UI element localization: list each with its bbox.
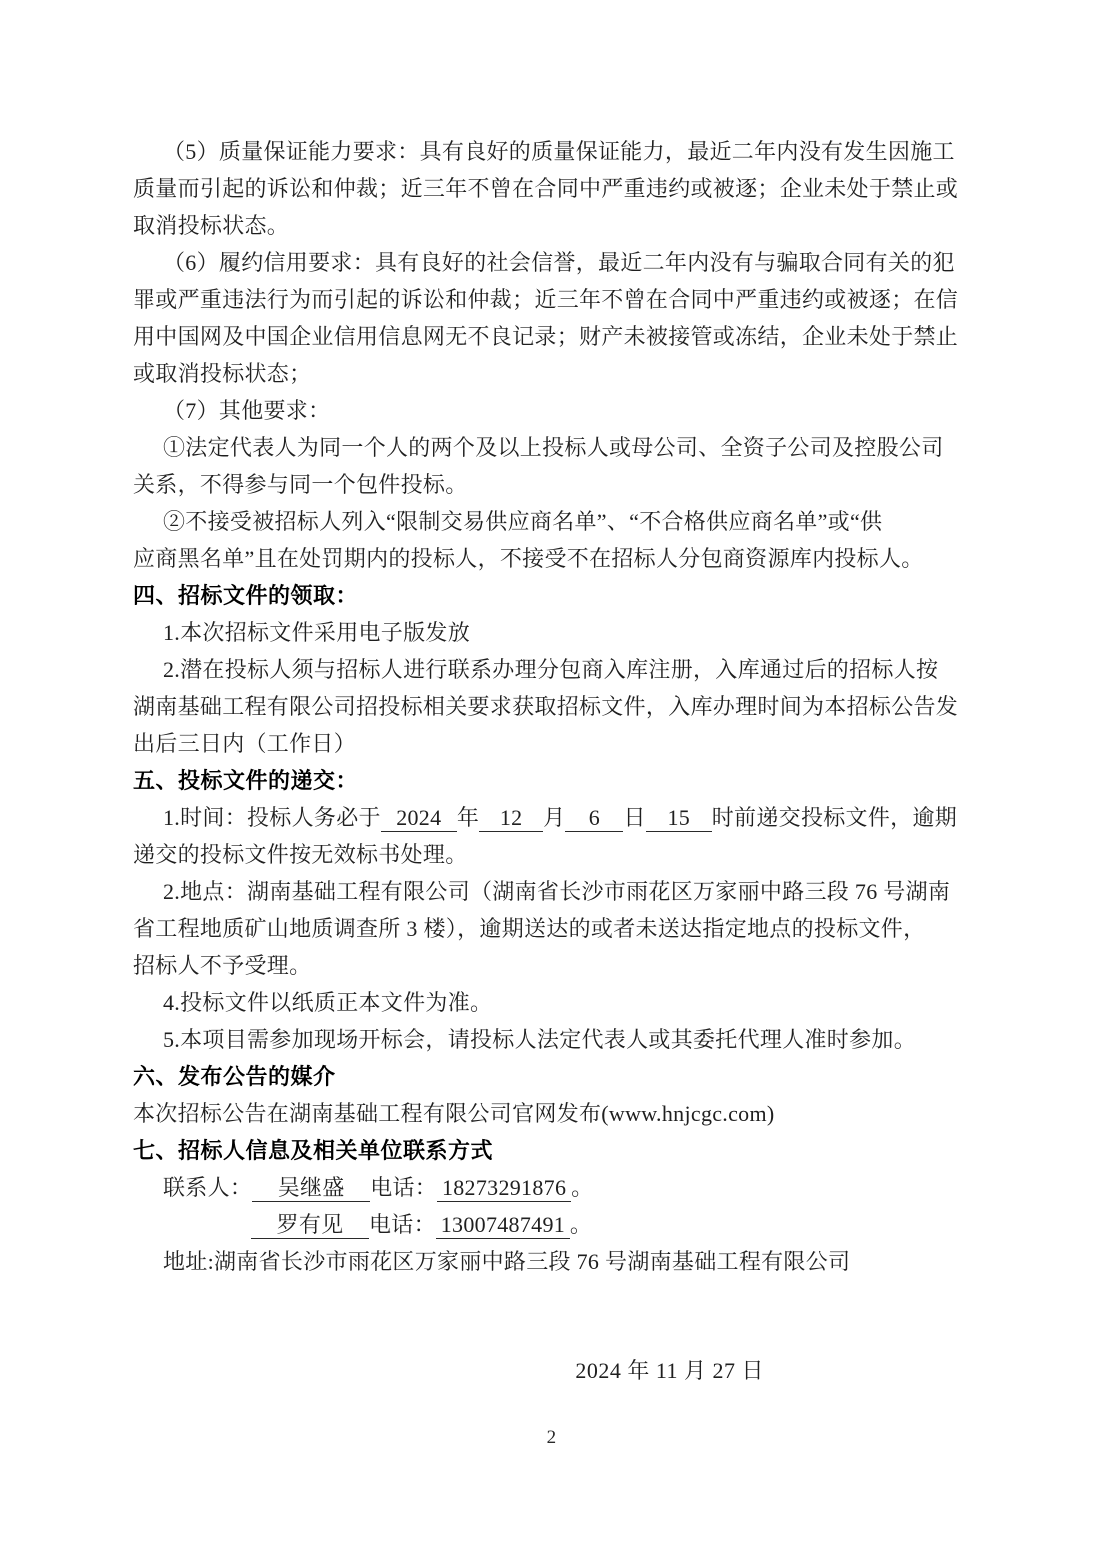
section-4-item-1: 1.本次招标文件采用电子版发放 [163,620,471,645]
para-6-line-2: 罪或严重违法行为而引起的诉讼和仲裁；近三年不曾在合同中严重违约或被逐；在信 [133,287,959,312]
address-line: 地址:湖南省长沙市雨花区万家丽中路三段 76 号湖南基础工程有限公司 [163,1249,851,1274]
contact-label: 联系人： [163,1175,253,1200]
para-7-item-2-line-1: ②不接受被招标人列入“限制交易供应商名单”、“不合格供应商名单”或“供 [163,509,883,534]
contact-1-period: 。 [571,1175,594,1200]
section-6-body: 本次招标公告在湖南基础工程有限公司官网发布(www.hnjcgc.com) [133,1101,775,1126]
section-5-heading: 五、投标文件的递交： [133,768,359,793]
day-unit-label: 日 [623,805,646,830]
page-number: 2 [546,1427,557,1448]
day-blank-field: 6 [565,804,623,832]
year-blank-field: 2024 [381,804,457,832]
contact-2-phone-field: 13007487491 [436,1211,570,1239]
para-5-line-2: 质量而引起的诉讼和仲裁；近三年不曾在合同中严重违约或被逐；企业未处于禁止或 [133,176,959,201]
time-prefix-text: 1.时间：投标人务必于 [163,805,381,830]
section-5-item-4: 4.投标文件以纸质正本文件为准。 [163,990,493,1015]
time-suffix-text: 时前递交投标文件，逾期 [711,805,958,830]
section-4-heading: 四、招标文件的领取： [133,583,359,608]
section-4-item-2-line-2: 湖南基础工程有限公司招投标相关要求获取招标文件，入库办理时间为本招标公告发 [133,694,959,719]
para-7-item-2-line-2: 应商黑名单”且在处罚期内的投标人，不接受不在招标人分包商资源库内投标人。 [133,546,924,571]
section-5-item-5: 5.本项目需参加现场开标会，请投标人法定代表人或其委托代理人准时参加。 [163,1027,917,1052]
year-unit-label: 年 [456,805,480,830]
section-4-item-2-line-1: 2.潜在投标人须与招标人进行联系办理分包商入库注册，入库通过后的招标人按 [163,657,939,682]
para-5-line-3: 取消投标状态。 [133,213,290,238]
document-date: 2024 年 11 月 27 日 [575,1358,764,1383]
section-5-item-2-line-3: 招标人不予受理。 [133,953,312,978]
month-unit-label: 月 [543,805,566,830]
section-5-item-2-line-1: 2.地点：湖南基础工程有限公司（湖南省长沙市雨花区万家丽中路三段 76 号湖南 [163,879,951,904]
contact-2-name-field: 罗有见 [251,1211,369,1239]
contact-2-period: 。 [569,1212,593,1237]
para-7-item-1-line-2: 关系，不得参与同一个包件投标。 [133,472,468,497]
contact-row-1 [133,1169,970,1206]
hour-blank-field: 15 [646,804,712,832]
month-blank-field: 12 [479,804,543,832]
para-6-line-3: 用中国网及中国企业信用信息网无不良记录；财产未被接管或冻结，企业未处于禁止 [133,324,959,349]
phone-label-2: 电话： [369,1212,436,1237]
para-6-line-1: （6）履约信用要求：具有良好的社会信誉，最近二年内没有与骗取合同有关的犯 [163,250,955,275]
section-5-item-2-line-2: 省工程地质矿山地质调查所 3 楼），逾期送达的或者未送达指定地点的投标文件， [133,916,926,941]
submission-time-line [133,799,970,836]
contact-1-name-field: 吴继盛 [252,1174,370,1202]
section-7-heading: 七、招标人信息及相关单位联系方式 [133,1138,494,1163]
submission-time-line-2: 递交的投标文件按无效标书处理。 [133,842,468,867]
para-7-item-1-line-1: ①法定代表人为同一个人的两个及以上投标人或母公司、全资子公司及控股公司 [163,435,944,460]
para-7-heading-line: （7）其他要求： [163,398,331,423]
contact-1-phone-field: 18273291876 [437,1174,571,1202]
para-6-line-4: 或取消投标状态； [133,361,312,386]
para-5-line-1: （5）质量保证能力要求：具有良好的质量保证能力，最近二年内没有发生因施工 [163,139,955,164]
section-4-item-2-line-3: 出后三日内（工作日） [133,731,357,756]
section-6-heading: 六、发布公告的媒介 [133,1064,336,1089]
phone-label-1: 电话： [370,1175,438,1200]
contact-row-2 [133,1206,970,1243]
